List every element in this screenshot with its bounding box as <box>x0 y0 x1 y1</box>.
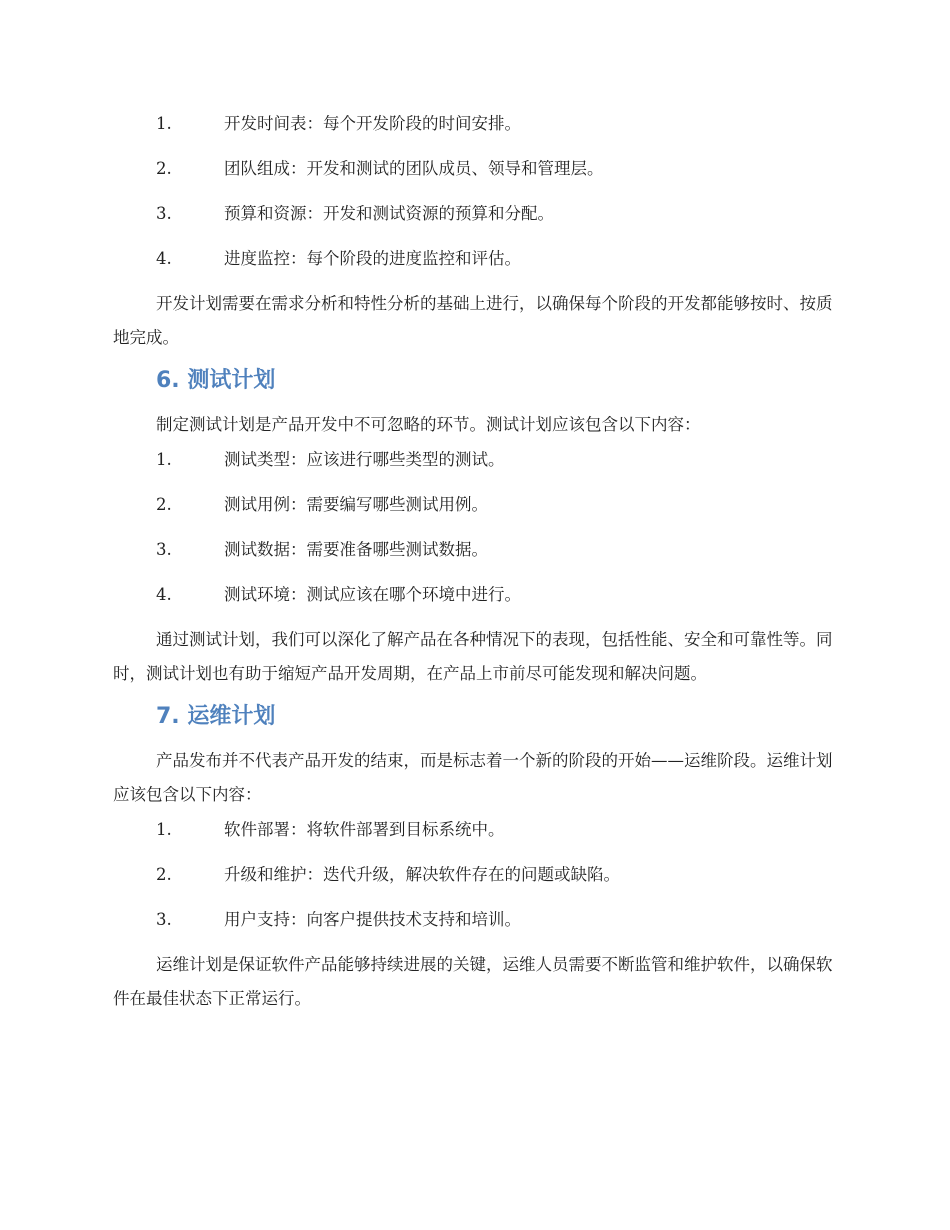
list-number: 1. <box>156 450 172 469</box>
document-content <box>113 106 837 1016</box>
list-text: 测试用例：需要编写哪些测试用例。 <box>224 495 488 514</box>
list-number: 2. <box>156 495 172 514</box>
list-item <box>113 812 837 857</box>
list-text: 团队组成：开发和测试的团队成员、领导和管理层。 <box>224 159 604 178</box>
ops-plan-intro-paragraph: 产品发布并不代表产品开发的结束，而是标志着一个新的阶段的开始——运维阶段。运维计划应该包含以下内容： <box>113 751 833 804</box>
list-item <box>113 106 837 151</box>
list-item <box>113 857 837 902</box>
ops-plan-list <box>113 812 837 947</box>
list-item <box>113 577 837 622</box>
list-number: 2. <box>156 159 172 178</box>
list-text: 用户支持：向客户提供技术支持和培训。 <box>224 910 521 929</box>
list-item <box>113 196 837 241</box>
list-number: 3. <box>156 204 172 223</box>
list-number: 3. <box>156 540 172 559</box>
list-number: 4. <box>156 585 172 604</box>
test-plan-closing-paragraph: 通过测试计划，我们可以深化了解产品在各种情况下的表现，包括性能、安全和可靠性等。同时，测试计划也有助于缩短产品开发周期，在产品上市前尽可能发现和解决问题。 <box>113 630 833 683</box>
list-text: 软件部署：将软件部署到目标系统中。 <box>224 820 505 839</box>
list-number: 1. <box>156 820 172 839</box>
list-item <box>113 442 837 487</box>
list-text: 测试类型：应该进行哪些类型的测试。 <box>224 450 505 469</box>
list-number: 1. <box>156 114 172 133</box>
section-heading-ops-plan: 7. 运维计划 <box>156 704 276 729</box>
test-plan-list <box>113 442 837 622</box>
section-heading-test-plan: 6. 测试计划 <box>156 368 276 393</box>
list-number: 2. <box>156 865 172 884</box>
list-text: 进度监控：每个阶段的进度监控和评估。 <box>224 249 521 268</box>
test-plan-intro-paragraph: 制定测试计划是产品开发中不可忽略的环节。测试计划应该包含以下内容： <box>156 415 701 434</box>
dev-plan-list <box>113 106 837 286</box>
dev-plan-closing-paragraph: 开发计划需要在需求分析和特性分析的基础上进行，以确保每个阶段的开发都能够按时、按质地完成。 <box>113 294 833 347</box>
list-text: 升级和维护：迭代升级，解决软件存在的问题或缺陷。 <box>224 865 620 884</box>
list-item <box>113 241 837 286</box>
list-item <box>113 532 837 577</box>
list-item <box>113 902 837 947</box>
list-text: 测试数据：需要准备哪些测试数据。 <box>224 540 488 559</box>
ops-plan-closing-paragraph: 运维计划是保证软件产品能够持续进展的关键，运维人员需要不断监管和维护软件，以确保软件在最佳状态下正常运行。 <box>113 955 833 1008</box>
list-text: 预算和资源：开发和测试资源的预算和分配。 <box>224 204 554 223</box>
list-item <box>113 151 837 196</box>
list-text: 测试环境：测试应该在哪个环境中进行。 <box>224 585 521 604</box>
list-item <box>113 487 837 532</box>
list-number: 4. <box>156 249 172 268</box>
list-number: 3. <box>156 910 172 929</box>
list-text: 开发时间表：每个开发阶段的时间安排。 <box>224 114 521 133</box>
